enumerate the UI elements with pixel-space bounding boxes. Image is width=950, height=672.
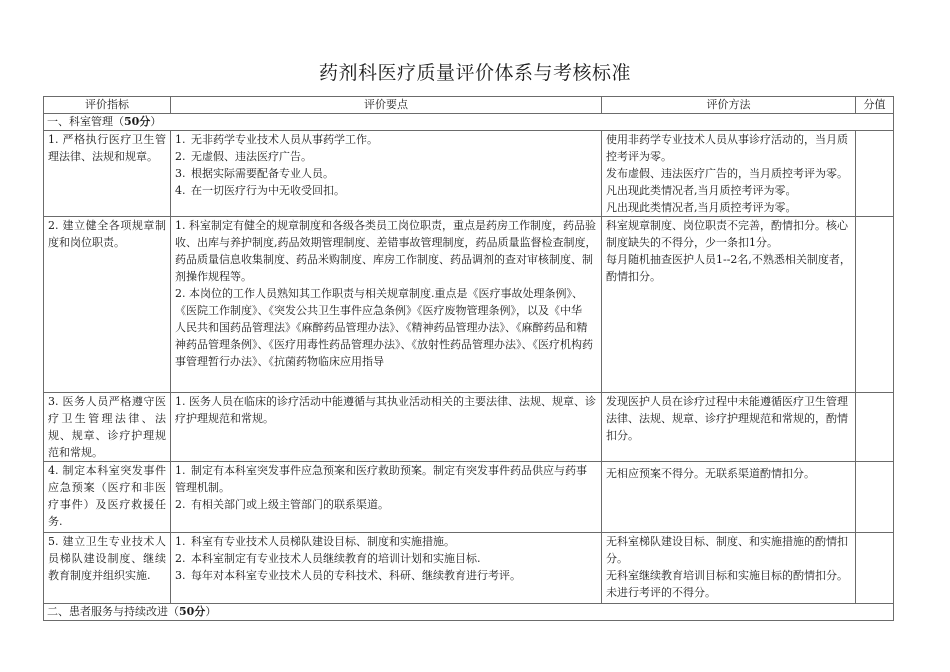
indicator-cell: 2. 建立健全各项规章制度和岗位职责。 [44,217,171,393]
list-item: 1. 科室有专业技术人员梯队建设目标、制度和实施措施。 [175,535,455,548]
section-row-patient-service [44,604,894,621]
list-item: 1. 无非药学专业技术人员从事药学工作。 [175,133,378,146]
score-cell [856,393,894,462]
section-score: 50分 [124,115,151,128]
list-item: 2. 本岗位的工作人员熟知其工作职责与相关规章制度.重点是《医疗事故处理条例》、《医院工作制度》、《突发公共卫生事件应急条例》《医疗废物管理条例》，以及《中华 [175,287,583,317]
points-cell: 1. 科室制定有健全的规章制度和各级各类员工岗位职责，重点是药房工作制度，药品验收、出库与养护制度,药品效期管理制度、差错事故管理制度，药品质量监督检查制度，药品质量信息收集制度、药品米购制度、库房工作制度、药品调剂的查对审核制度、制剂操作规程等。 2. 本岗位的工作人员熟知其工作职责与相关规章制度.重点是《医疗事故处理条例》、《医院工作制度》、《突发公共卫生事件应急条例》《医疗废物管理条例》，以及《中华 人民共和国药品管理法》《麻醉药品管理办法》、《精神药品管理办法》、《麻醉药品和精神药品管理条例》、《医疗用毒性药品管理办法》、《放射性药品管理办法》、《医疗机构药事管理暂行办法》、《抗菌药物临床应用指导 [171,217,602,393]
points-cell [171,533,602,604]
table-row [44,533,894,604]
column-header-score: 分值 [856,97,894,114]
list-item: 1. 制定有本科室突发事件应急预案和医疗救助预案。制定有突发事件药品供应与药事管理机制。 [175,464,587,494]
score-cell [856,533,894,604]
table-row [44,131,894,217]
section-row-management [44,114,894,131]
section-title: 一、科室管理（50分） [44,114,894,131]
list-item: 3. 每年对本科室专业技术人员的专科技术、科研、继续教育进行考评。 [175,569,521,582]
table-header-row [44,97,894,114]
table-row [44,393,894,462]
score-cell [856,131,894,217]
section-title: 二、患者服务与持续改进（50分） [44,604,894,621]
evaluation-table [43,96,894,621]
method-cell: 发现医护人员在诊疗过程中未能遵循医疗卫生管理法律、法规、规章、诊疗护理规范和常规的，酌情扣分。 [602,393,856,462]
list-item: 4. 在一切医疗行为中无收受回扣。 [175,184,345,197]
score-cell [856,217,894,393]
column-header-points: 评价要点 [171,97,602,114]
score-cell [856,462,894,533]
points-cell: 1. 医务人员在临床的诊疗活动中能遵循与其执业活动相关的主要法律、法规、规章、诊疗护理规范和常规。 [171,393,602,462]
indicator-cell: 1. 严格执行医疗卫生管理法律、法规和规章。 [44,131,171,217]
table-row [44,217,894,393]
method-cell: 无科室梯队建设目标、制度、和实施措施的酌情扣分。 无科室继续教育培训目标和实施目标的酌情扣分。未进行考评的不得分。 [602,533,856,604]
points-cell [171,131,602,217]
list-item: 3. 根据实际需要配备专业人员。 [175,167,334,180]
section-score: 50分 [179,605,206,618]
points-cell [171,462,602,533]
table-row [44,462,894,533]
method-cell: 无相应预案不得分。无联系渠道酌情扣分。 [602,462,856,533]
indicator-cell: 3. 医务人员严格遵守医疗卫生管理法律、法规、规章、诊疗护理规范和常规。 [44,393,171,462]
method-cell: 使用非药学专业技术人员从事诊疗活动的，当月质控考评为零。 发布虚假、违法医疗广告的，当月质控考评为零。凡出现此类情况者,当月质控考评为零。 凡出现此类情况者,当月质控考评为零。 [602,131,856,217]
list-item: 1. 科室制定有健全的规章制度和各级各类员工岗位职责，重点是药房工作制度，药品验收、出库与养护制度,药品效期管理制度、差错事故管理制度，药品质量监督检查制度，药品质量信息收集制度、药品米购制度、库房工作制度、药品调剂的查对审核制度、制剂操作规程等。 [175,219,597,283]
column-header-indicator: 评价指标 [44,97,171,114]
indicator-cell: 4. 制定本科室突发事件应急预案（医疗和非医疗事件）及医疗救援任务. [44,462,171,533]
list-item: 2. 有相关部门或上级主管部门的联系渠道。 [175,498,389,511]
page-title: 药剂科医疗质量评价体系与考核标准 [318,62,631,84]
indicator-cell: 5. 建立卫生专业技术人员梯队建设制度、继续教育制度并组织实施. [44,533,171,604]
column-header-method: 评价方法 [602,97,856,114]
list-item: 2. 本科室制定有专业技术人员继续教育的培训计划和实施目标. [175,552,481,565]
method-cell: 科室规章制度、岗位职责不完善，酌情扣分。核心制度缺失的不得分，少一条扣1分。 每月随机抽查医护人员1--2名,不熟悉相关制度者，酌情扣分。 [602,217,856,393]
list-item: 2. 无虚假、违法医疗广告。 [175,150,312,163]
